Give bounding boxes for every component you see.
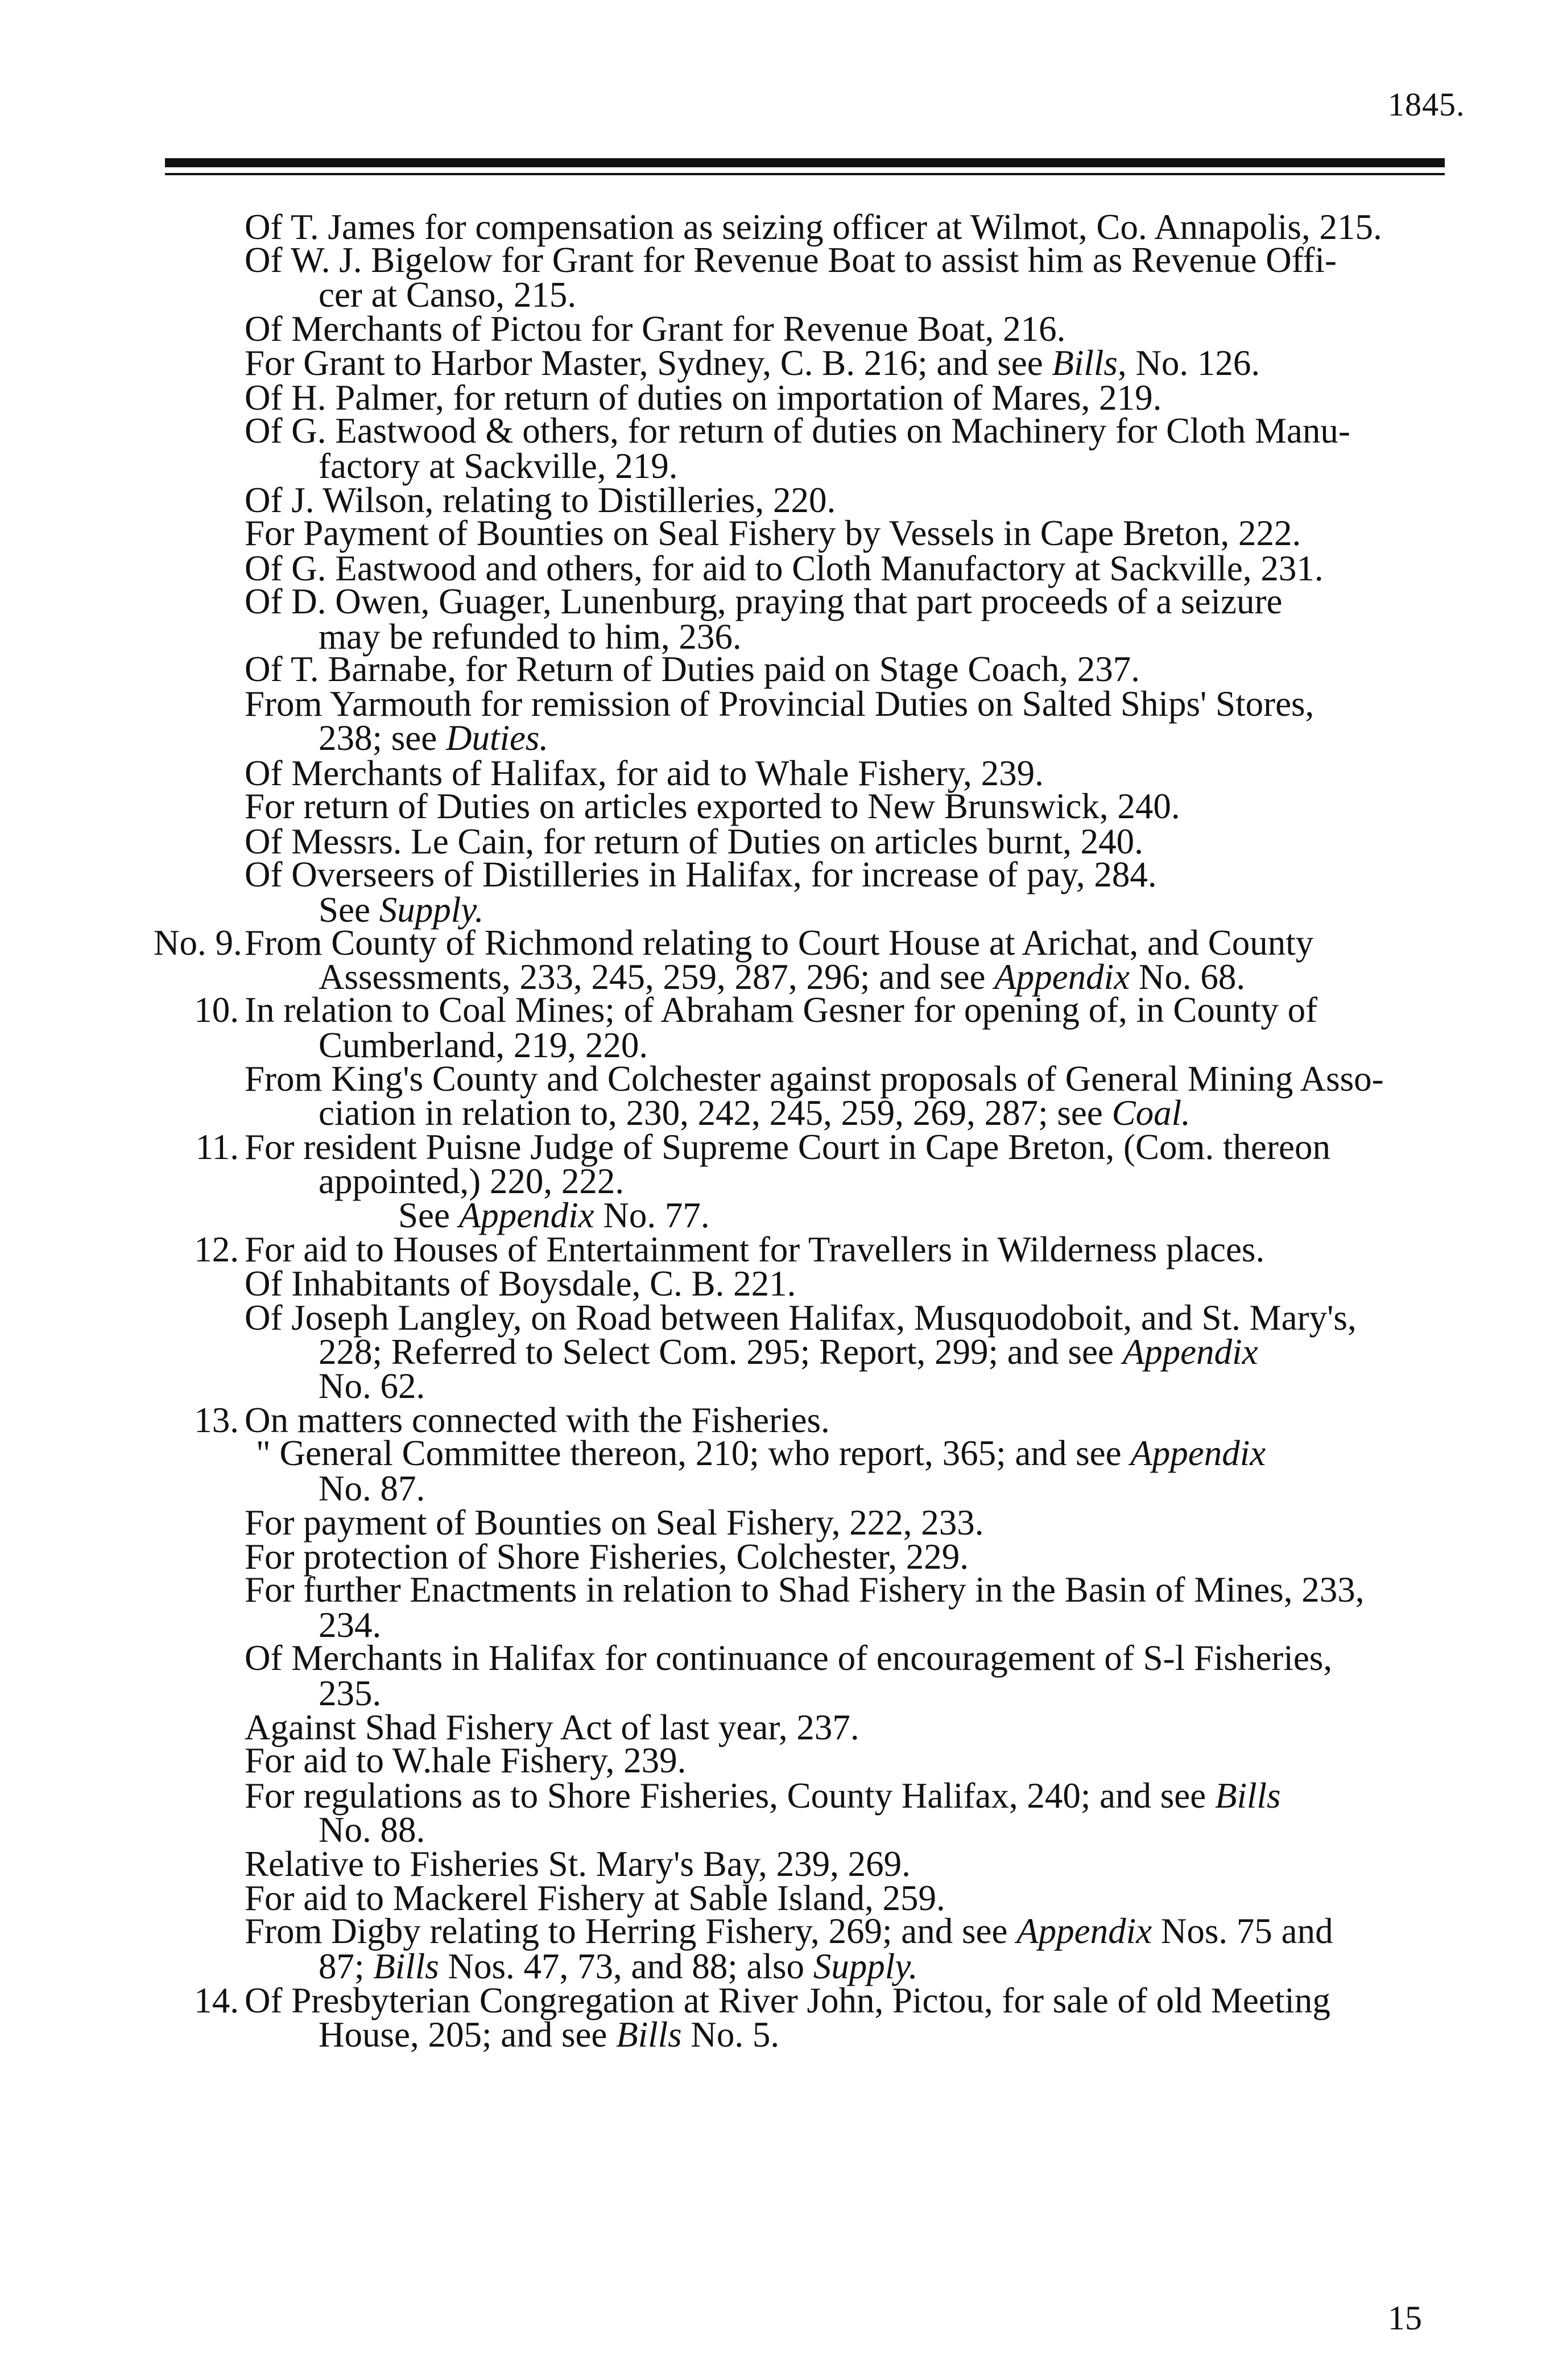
index-line: No. 62. [319, 1366, 425, 1406]
index-line: From Yarmouth for remission of Provincial Duties on Salted Ships' Stores, [245, 684, 1314, 724]
page-number: 15 [1388, 2299, 1422, 2337]
index-line: For Grant to Harbor Master, Sydney, C. B. 216; and see Bills, No. 126. [245, 343, 1260, 383]
index-line: " General Committee thereon, 210; who report, 365; and see Appendix [256, 1433, 1266, 1473]
index-line: Of T. Barnabe, for Return of Duties paid on Stage Coach, 237. [245, 649, 1140, 689]
index-line: For resident Puisne Judge of Supreme Court in Cape Breton, (Com. thereon [245, 1127, 1330, 1167]
index-line: For Payment of Bounties on Seal Fishery by Vessels in Cape Breton, 222. [245, 513, 1301, 553]
index-line: factory at Sackville, 219. [319, 446, 678, 486]
index-line: Of G. Eastwood and others, for aid to Cloth Manufactory at Sackville, 231. [245, 548, 1324, 588]
index-line: No. 88. [319, 1810, 425, 1850]
index-line: 235. [319, 1673, 382, 1713]
index-line: Of T. James for compensation as seizing officer at Wilmot, Co. Annapolis, 215. [245, 207, 1382, 247]
index-line: Of D. Owen, Guager, Lunenburg, praying that part proceeds of a seizure [245, 581, 1283, 621]
index-line: For further Enactments in relation to Shad Fishery in the Basin of Mines, 233, [245, 1570, 1365, 1610]
index-line: From Digby relating to Herring Fishery, 269; and see Appendix Nos. 75 and [245, 1911, 1333, 1951]
index-line: Of Merchants of Pictou for Grant for Revenue Boat, 216. [245, 309, 1066, 349]
index-line: For protection of Shore Fisheries, Colchester, 229. [245, 1537, 969, 1577]
index-line: Of Messrs. Le Cain, for return of Duties on articles burnt, 240. [245, 822, 1143, 861]
index-line: 238; see Duties. [319, 718, 549, 758]
index-line: Of J. Wilson, relating to Distilleries, 220. [245, 480, 836, 520]
index-line: Of Joseph Langley, on Road between Halifax, Musquodoboit, and St. Mary's, [245, 1298, 1357, 1338]
index-line: On matters connected with the Fisheries. [245, 1400, 830, 1440]
index-line: cer at Canso, 215. [319, 275, 577, 315]
index-line: Of Merchants in Halifax for continuance of encouragement of S-l Fisheries, [245, 1638, 1333, 1678]
index-line: For regulations as to Shore Fisheries, County Halifax, 240; and see Bills [245, 1776, 1281, 1816]
index-line: may be refunded to him, 236. [319, 617, 742, 657]
entry-number: 13. [194, 1400, 239, 1440]
index-line: appointed,) 220, 222. [319, 1161, 625, 1201]
index-line: Of Presbyterian Congregation at River John, Pictou, for sale of old Meeting [245, 1981, 1330, 2020]
entry-number: 10. [194, 990, 239, 1030]
index-line: For aid to Houses of Entertainment for Travellers in Wilderness places. [245, 1230, 1265, 1269]
index-line: For aid to W.hale Fishery, 239. [245, 1740, 687, 1780]
index-line: Of H. Palmer, for return of duties on importation of Mares, 219. [245, 378, 1162, 418]
index-line: House, 205; and see Bills No. 5. [319, 2015, 780, 2055]
page-year: 1845. [1388, 86, 1465, 123]
index-line: Of Inhabitants of Boysdale, C. B. 221. [245, 1264, 796, 1304]
index-line: In relation to Coal Mines; of Abraham Gesner for opening of, in County of [245, 990, 1318, 1030]
index-line: See Supply. [319, 890, 484, 930]
index-line: ciation in relation to, 230, 242, 245, 259, 269, 287; see Coal. [319, 1093, 1190, 1133]
index-line: 228; Referred to Select Com. 295; Report, 299; and see Appendix [319, 1332, 1258, 1372]
entry-number: 11. [195, 1127, 239, 1167]
index-line: Against Shad Fishery Act of last year, 237. [245, 1707, 859, 1747]
entry-number: No. 9. [154, 923, 242, 963]
index-line: From County of Richmond relating to Court House at Arichat, and County [245, 923, 1314, 963]
header-rule-thick [165, 158, 1445, 167]
index-line: For return of Duties on articles exported to New Brunswick, 240. [245, 786, 1180, 826]
index-line: See Appendix No. 77. [398, 1195, 710, 1235]
index-line: Assessments, 233, 245, 259, 287, 296; and see Appendix No. 68. [319, 957, 1246, 997]
index-line: Relative to Fisheries St. Mary's Bay, 239, 269. [245, 1844, 911, 1884]
index-line: Cumberland, 219, 220. [319, 1025, 648, 1065]
index-line: Of W. J. Bigelow for Grant for Revenue Boat to assist him as Revenue Offi- [245, 240, 1337, 280]
header-rule-thin [165, 173, 1445, 175]
index-line: No. 87. [319, 1469, 425, 1508]
index-line: 234. [319, 1605, 382, 1645]
index-line: Of Overseers of Distilleries in Halifax, for increase of pay, 284. [245, 855, 1157, 894]
index-line: From King's County and Colchester against proposals of General Mining Asso- [245, 1059, 1384, 1099]
index-line: Of Merchants of Halifax, for aid to Whale Fishery, 239. [245, 753, 1044, 793]
index-line: 87; Bills Nos. 47, 73, and 88; also Supply. [319, 1946, 918, 1986]
index-line: For payment of Bounties on Seal Fishery, 222, 233. [245, 1503, 984, 1542]
index-line: Of G. Eastwood & others, for return of duties on Machinery for Cloth Manu- [245, 411, 1350, 451]
entry-number: 14. [194, 1981, 239, 2020]
index-line: For aid to Mackerel Fishery at Sable Island, 259. [245, 1878, 945, 1918]
entry-number: 12. [194, 1230, 239, 1269]
